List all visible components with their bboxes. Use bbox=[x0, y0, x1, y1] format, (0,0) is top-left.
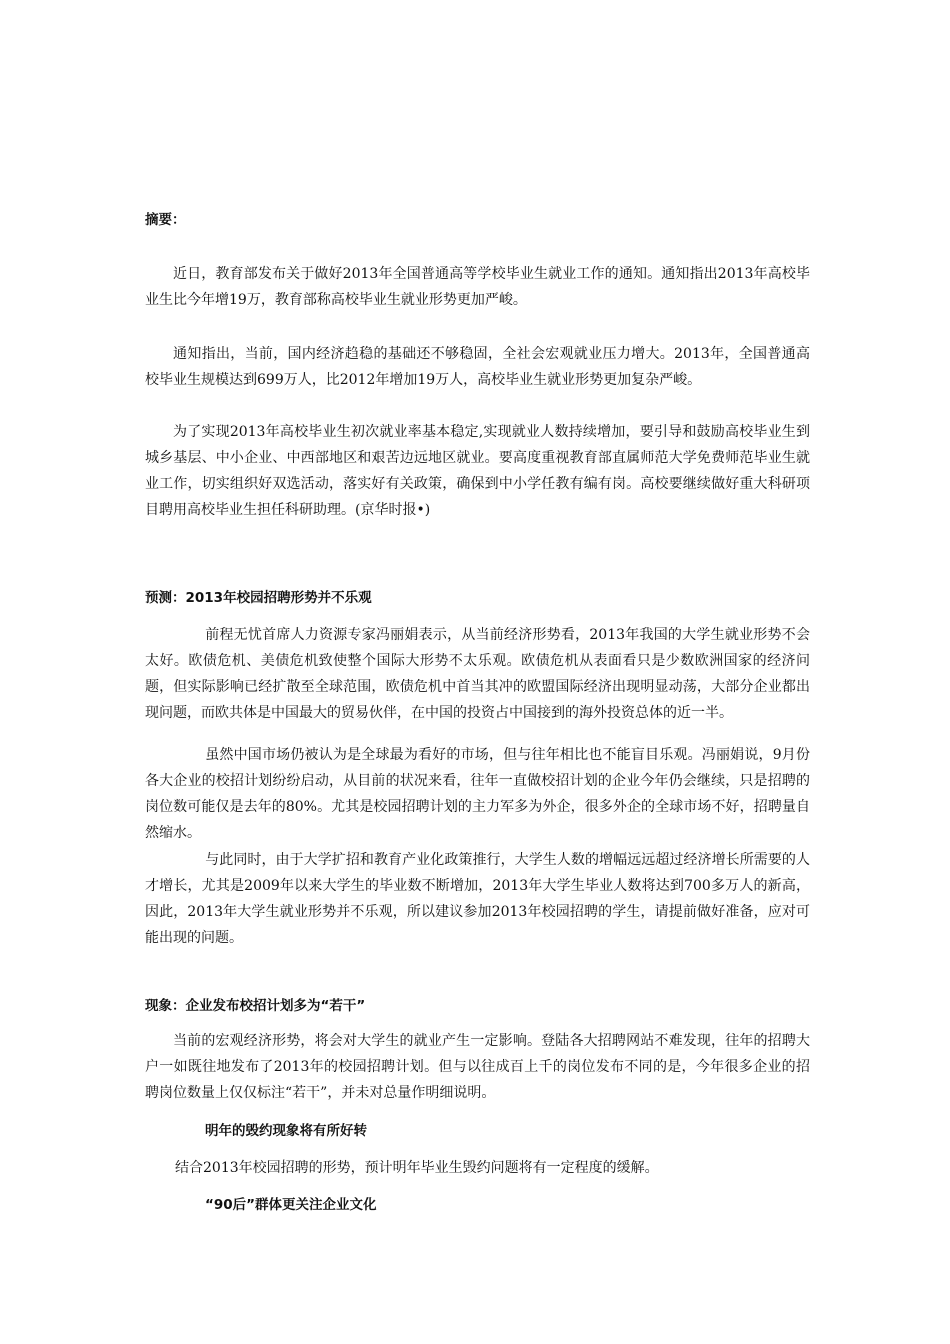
section1-heading: 预测：2013年校园招聘形势并不乐观 bbox=[145, 590, 372, 606]
summary-paragraph-3: 为了实现2013年高校毕业生初次就业率基本稳定,实现就业人数持续增加，要引导和鼓励高校毕业生到城乡基层、中小企业、中西部地区和艰苦边远地区就业。要高度重视教育部直属师范大学免费师范毕业生就业工作，切实组织好双选活动，落实好有关政策，确保到中小学任教有编有岗。高校要继续做好重大科研项目聘用高校毕业生担任科研助理。(京华时报•) bbox=[145, 424, 810, 518]
section1-paragraph-3: 与此同时，由于大学扩招和教育产业化政策推行，大学生人数的增幅远远超过经济增长所需要的人才增长，尤其是2009年以来大学生的毕业数不断增加，2013年大学生毕业人数将达到700多万人的新高，因此，2013年大学生就业形势并不乐观，所以建议参加2013年校园招聘的学生，请提前做好准备，应对可能出现的问题。 bbox=[145, 852, 810, 946]
section2-subheading-2: “90后”群体更关注企业文化 bbox=[205, 1197, 377, 1213]
summary-paragraph-1: 近日，教育部发布关于做好2013年全国普通高等学校毕业生就业工作的通知。通知指出2013年高校毕业生比今年增19万，教育部称高校毕业生就业形势更加严峻。 bbox=[145, 266, 810, 308]
section2-subheading-1: 明年的毁约现象将有所好转 bbox=[205, 1123, 367, 1139]
summary-heading: 摘要： bbox=[145, 212, 186, 228]
section2-subparagraph-1: 结合2013年校园招聘的形势，预计明年毕业生毁约问题将有一定程度的缓解。 bbox=[175, 1160, 659, 1176]
section2-paragraph: 当前的宏观经济形势，将会对大学生的就业产生一定影响。登陆各大招聘网站不难发现，往年的招聘大户一如既往地发布了2013年的校园招聘计划。但与以往成百上千的岗位发布不同的是，今年很多企业的招聘岗位数量上仅仅标注“若干”，并未对总量作明细说明。 bbox=[145, 1033, 810, 1101]
section1-paragraph-2: 虽然中国市场仍被认为是全球最为看好的市场，但与往年相比也不能盲目乐观。冯丽娟说，9月份各大企业的校招计划纷纷启动，从目前的状况来看，往年一直做校招计划的企业今年仍会继续，只是招聘的岗位数可能仅是去年的80%。尤其是校园招聘计划的主力军多为外企，很多外企的全球市场不好，招聘量自然缩水。 bbox=[145, 747, 810, 841]
section1-paragraph-1: 前程无忧首席人力资源专家冯丽娟表示，从当前经济形势看，2013年我国的大学生就业形势不会太好。欧债危机、美债危机致使整个国际大形势不太乐观。欧债危机从表面看只是少数欧洲国家的经济问题，但实际影响已经扩散至全球范围，欧债危机中首当其冲的欧盟国际经济出现明显动荡，大部分企业都出现问题，而欧共体是中国最大的贸易伙伴，在中国的投资占中国接到的海外投资总体的近一半。 bbox=[145, 627, 810, 721]
section2-heading: 现象：企业发布校招计划多为“若干” bbox=[145, 998, 366, 1014]
summary-paragraph-2: 通知指出，当前，国内经济趋稳的基础还不够稳固，全社会宏观就业压力增大。2013年，全国普通高校毕业生规模达到699万人，比2012年增加19万人，高校毕业生就业形势更加复杂严峻。 bbox=[145, 346, 810, 388]
